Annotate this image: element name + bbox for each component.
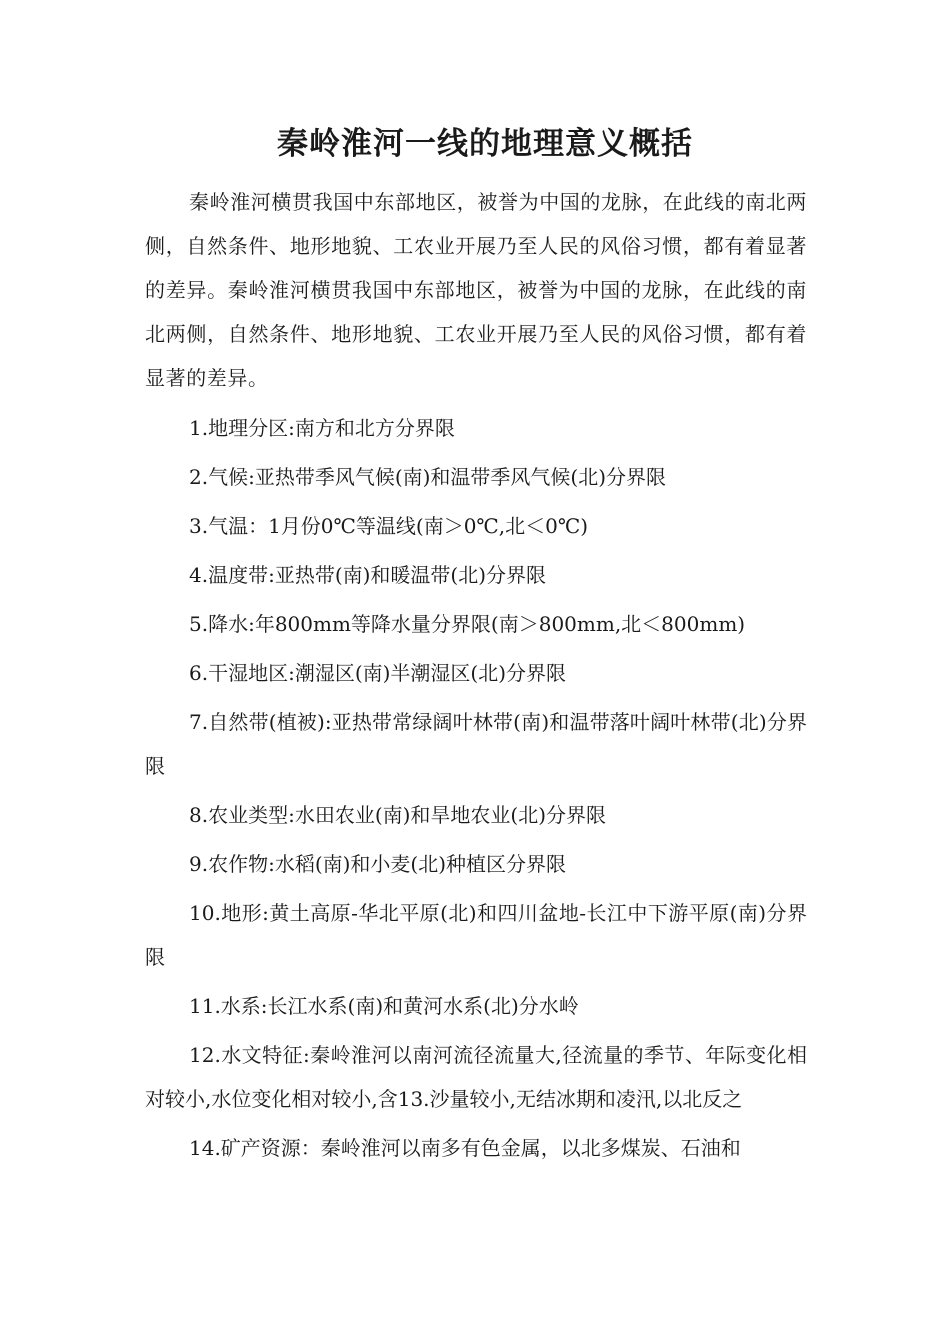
list-item: 7.自然带(植被):亚热带常绿阔叶林带(南)和温带落叶阔叶林带(北)分界限 (145, 710, 807, 778)
list-item: 11.水系:长江水系(南)和黄河水系(北)分水岭 (189, 994, 579, 1018)
list-item: 9.农作物:水稻(南)和小麦(北)种植区分界限 (189, 852, 567, 876)
document-title: 秦岭淮河一线的地理意义概括 (277, 126, 693, 162)
list-item: 1.地理分区:南方和北方分界限 (189, 416, 455, 440)
list-item: 14.矿产资源：秦岭淮河以南多有色金属，以北多煤炭、石油和 (189, 1136, 741, 1160)
list-item: 12.水文特征:秦岭淮河以南河流径流量大,径流量的季节、年际变化相对较小,水位变化相对较小,含13.沙量较小,无结冰期和凌汛,以北反之 (145, 1043, 807, 1111)
list-item: 3.气温：1月份0℃等温线(南＞0℃,北＜0℃) (189, 514, 589, 538)
list-item: 6.干湿地区:潮湿区(南)半潮湿区(北)分界限 (189, 661, 567, 685)
list-item: 10.地形:黄土高原-华北平原(北)和四川盆地-长江中下游平原(南)分界限 (145, 901, 807, 969)
list-item: 8.农业类型:水田农业(南)和旱地农业(北)分界限 (189, 803, 607, 827)
document-body (145, 180, 807, 1175)
list-item: 4.温度带:亚热带(南)和暖温带(北)分界限 (189, 563, 547, 587)
list-item: 2.气候:亚热带季风气候(南)和温带季风气候(北)分界限 (189, 465, 667, 489)
intro-paragraph: 秦岭淮河横贯我国中东部地区，被誉为中国的龙脉，在此线的南北两侧，自然条件、地形地貌、工农业开展乃至人民的风俗习惯，都有着显著的差异。秦岭淮河横贯我国中东部地区，被誉为中国的龙脉，在此线的南北两侧，自然条件、地形地貌、工农业开展乃至人民的风俗习惯，都有着显著的差异。 (145, 190, 807, 390)
list-item: 5.降水:年800mm等降水量分界限(南＞800mm,北＜800mm) (189, 612, 746, 636)
